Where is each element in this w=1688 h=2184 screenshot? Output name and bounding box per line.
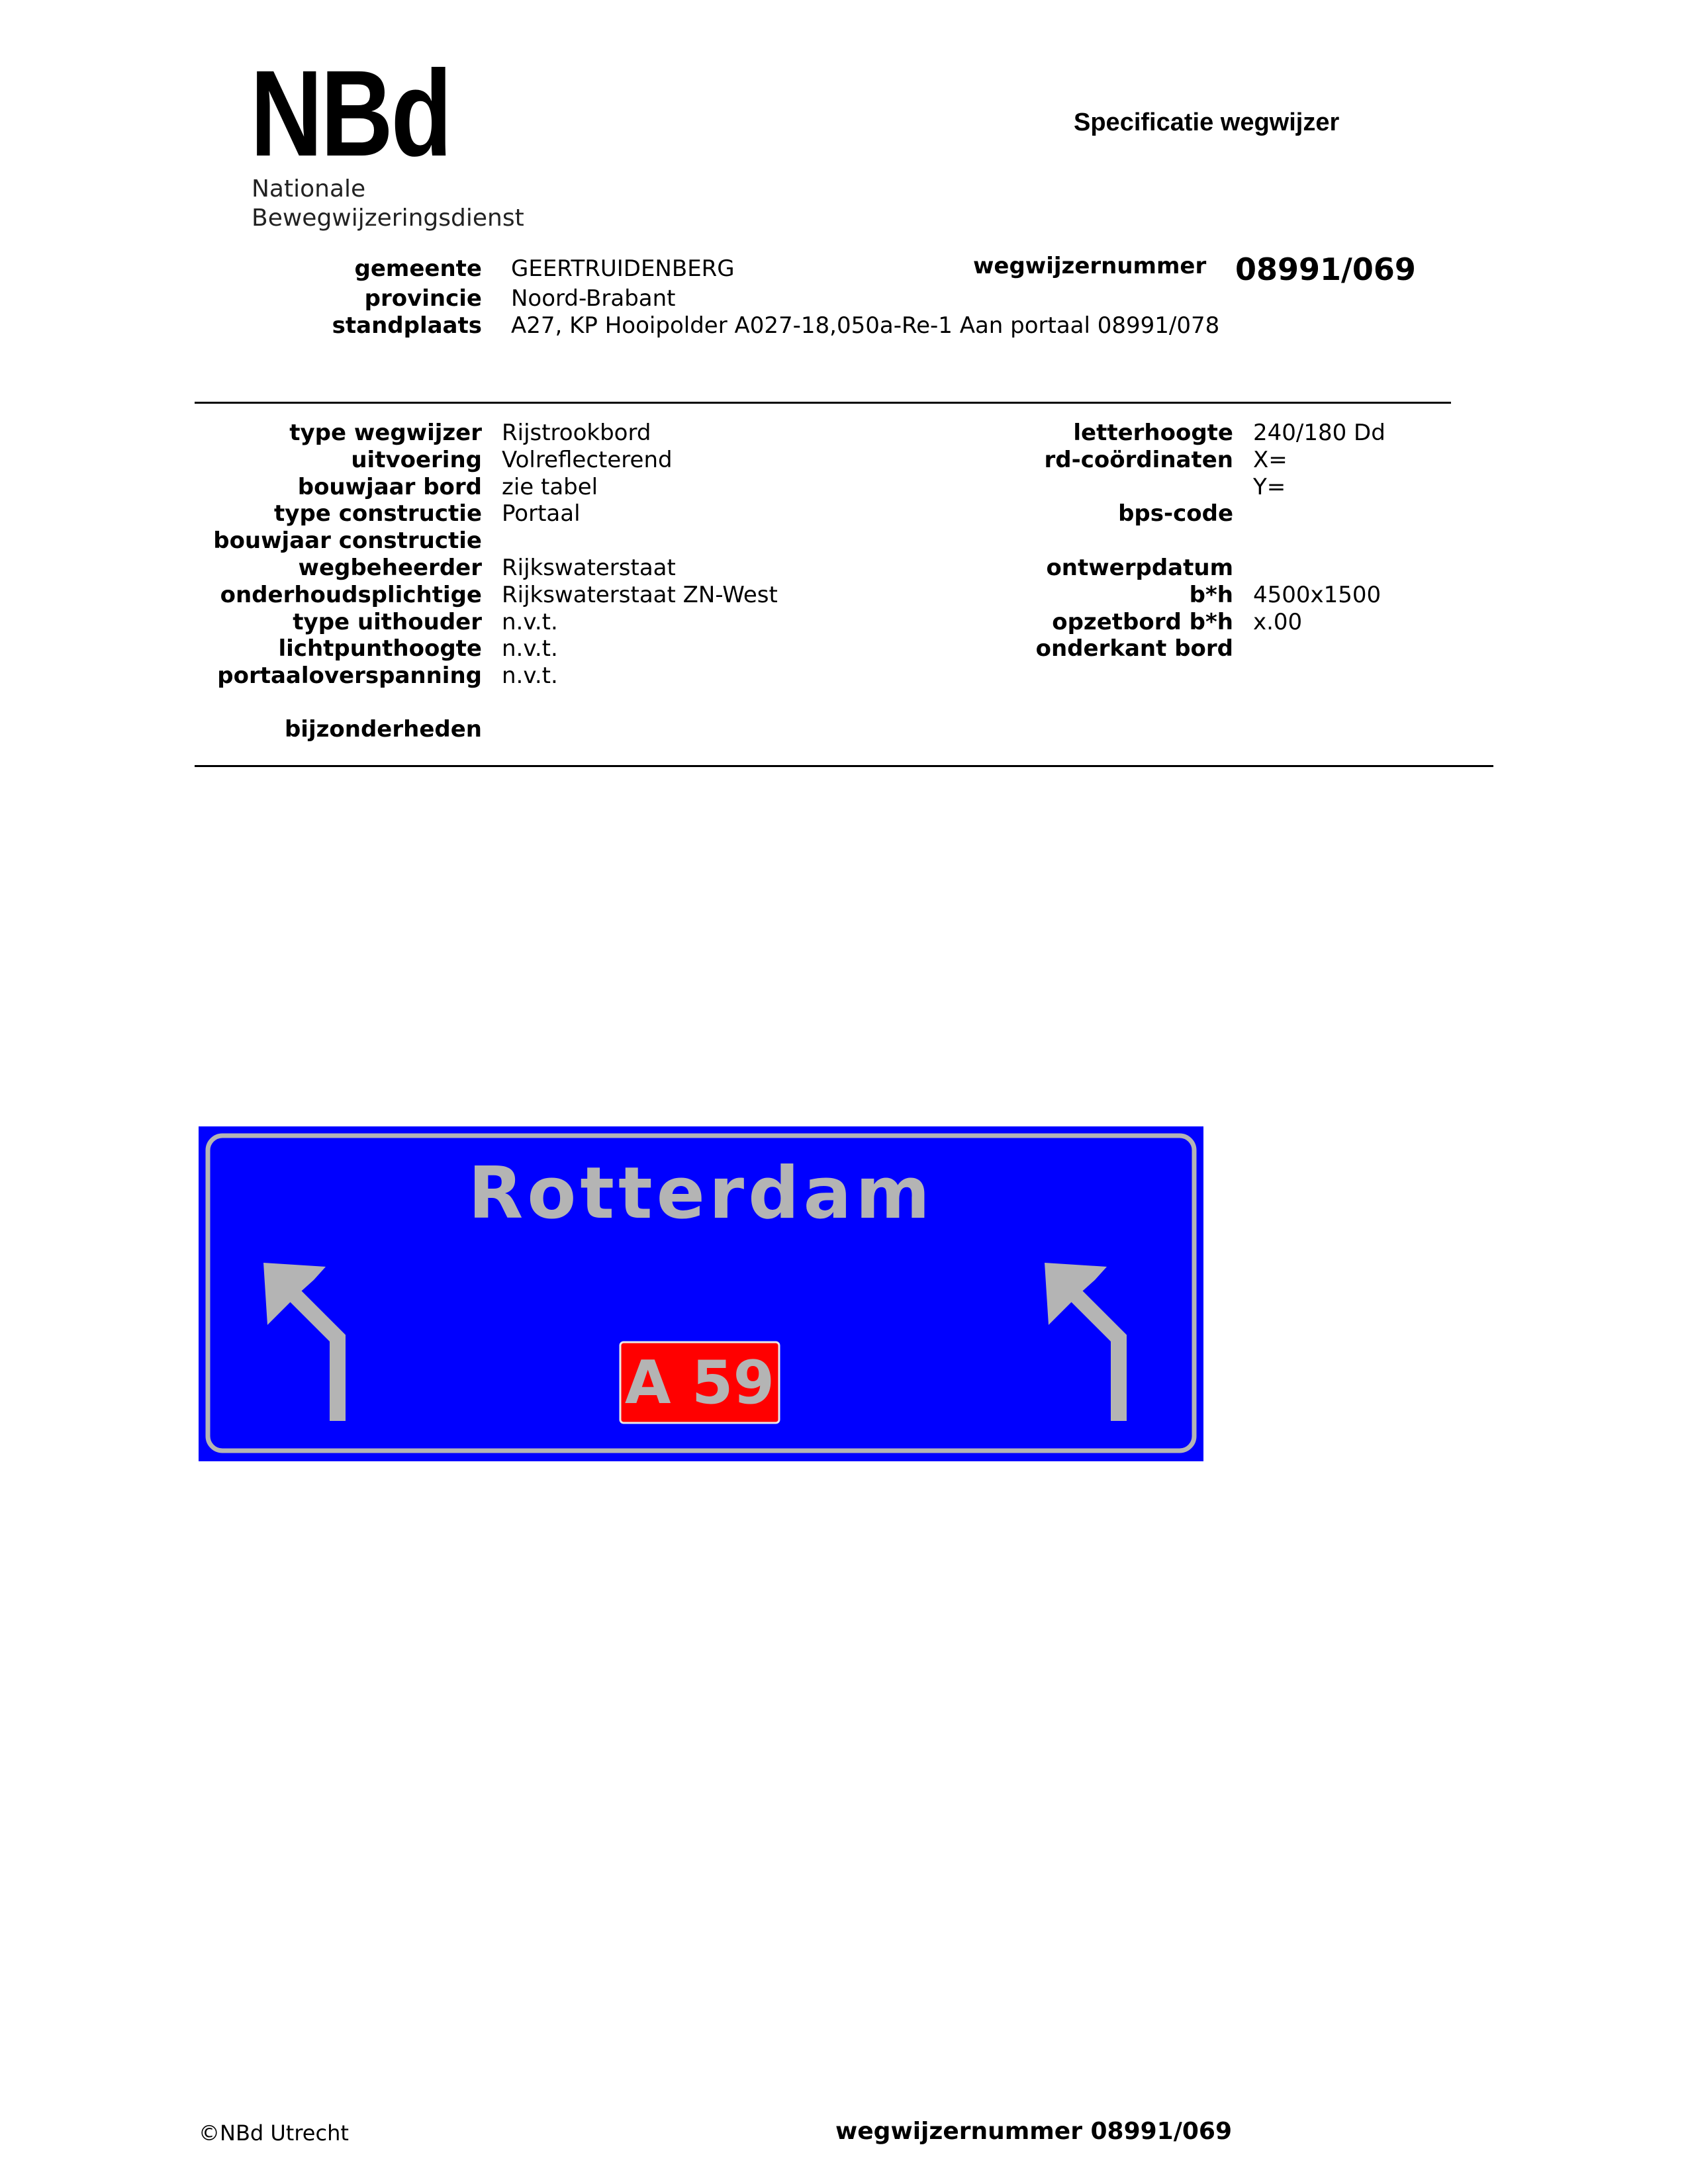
standplaats-value: A27, KP Hooipolder A027-18,050a-Re-1 Aan portaal 08991/078 <box>511 312 1220 339</box>
spec-right-label: onderkant bord <box>1035 635 1233 662</box>
spec-left-value: Portaal <box>502 500 581 527</box>
spec-left-value: Volreflecterend <box>502 447 673 473</box>
spec-left-value: Rijkswaterstaat <box>502 555 676 581</box>
gemeente-label: gemeente <box>354 255 482 282</box>
spec-left-label: lichtpunthoogte <box>278 635 482 662</box>
spec-right-value: X= <box>1253 447 1288 473</box>
spec-right-label: letterhoogte <box>1073 420 1233 446</box>
divider-bottom <box>195 765 1493 767</box>
spec-right-value: Y= <box>1253 474 1286 500</box>
spec-right-value: x.00 <box>1253 609 1303 635</box>
spec-left-value: zie tabel <box>502 474 598 500</box>
spec-right-label: rd-coördinaten <box>1044 447 1233 473</box>
spec-left-label: bouwjaar bord <box>297 474 482 500</box>
provincie-value: Noord-Brabant <box>511 285 676 312</box>
spec-left-label: wegbeheerder <box>298 555 482 581</box>
spec-left-value: n.v.t. <box>502 609 558 635</box>
sign-destination: Rotterdam <box>468 1152 934 1235</box>
spec-left-label: bouwjaar constructie <box>213 527 482 554</box>
nbd-logo-mark: NBd <box>250 46 450 182</box>
wegwijzernummer-label: wegwijzernummer <box>973 253 1207 279</box>
wegwijzernummer-value: 08991/069 <box>1235 251 1416 287</box>
spec-left-label: uitvoering <box>351 447 482 473</box>
nbd-logo-text <box>252 175 524 233</box>
sign-board <box>199 1126 1203 1461</box>
spec-left-label: onderhoudsplichtige <box>220 582 482 608</box>
footer-number: wegwijzernummer 08991/069 <box>835 2118 1233 2145</box>
provincie-label: provincie <box>364 285 482 312</box>
spec-left-value: Rijstrookbord <box>502 420 651 446</box>
document-title: Specificatie wegwijzer <box>1074 109 1340 136</box>
spec-right-value: 240/180 Dd <box>1253 420 1385 446</box>
spec-right-label: ontwerpdatum <box>1046 555 1233 581</box>
spec-left-value: n.v.t. <box>502 635 558 662</box>
route-number: A 59 <box>624 1348 775 1418</box>
spec-right-label: bps-code <box>1118 500 1233 527</box>
spec-left-label: type uithouder <box>293 609 482 635</box>
logo-line-1: Nationale <box>252 175 366 203</box>
bijzonderheden-label: bijzonderheden <box>284 716 482 743</box>
logo-line-2: Bewegwijzeringsdienst <box>252 205 524 232</box>
spec-left-label: type wegwijzer <box>289 420 482 446</box>
spec-left-value: n.v.t. <box>502 662 558 689</box>
spec-right-label: b*h <box>1189 582 1233 608</box>
gemeente-value: GEERTRUIDENBERG <box>511 255 735 282</box>
standplaats-label: standplaats <box>332 312 482 339</box>
footer-copyright: ©NBd Utrecht <box>199 2120 349 2146</box>
spec-right-label: opzetbord b*h <box>1052 609 1233 635</box>
spec-right-value: 4500x1500 <box>1253 582 1382 608</box>
spec-left-label: portaaloverspanning <box>217 662 482 689</box>
spec-left-label: type constructie <box>274 500 482 527</box>
spec-left-value: Rijkswaterstaat ZN-West <box>502 582 778 608</box>
divider-top <box>195 402 1451 404</box>
